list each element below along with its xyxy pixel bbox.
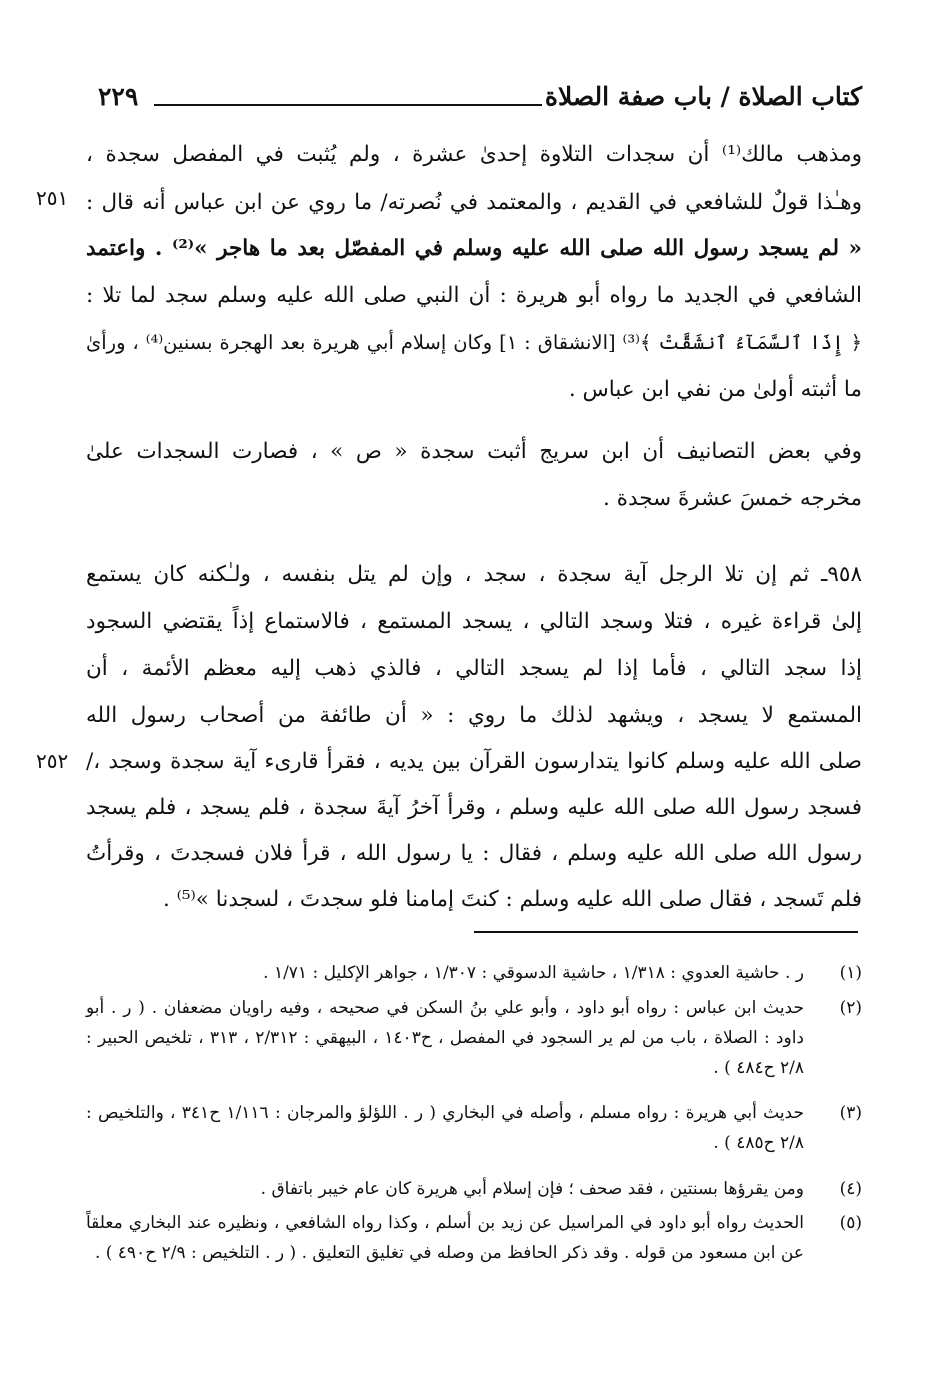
para3-line5: صلى الله عليه وسلم كانوا يتدارسون القرآن بين يديه ، فقرأ قارىء آية سجدة وسجد ،/ xyxy=(86,749,862,774)
para1-line3: « لم يسجد رسول الله صلى الله عليه وسلم في المفصّل بعد ما هاجر »⁽²⁾ . واعتمد xyxy=(86,236,862,261)
margin-number-251: ٢٥١ xyxy=(36,186,69,210)
para3-line1: ٩٥٨ـ ثم إن تلا الرجل آية سجدة ، سجد ، وإن لم يتل بنفسه ، ولـٰكنه كان يستمع xyxy=(86,562,862,587)
para3-line8: فلم تَسجد ، فقال صلى الله عليه وسلم : كنتَ إمامنا فلو سجدتَ ، لسجدنا »⁽⁵⁾ . xyxy=(162,887,862,912)
running-header-title: كتاب الصلاة / باب صفة الصلاة xyxy=(544,82,862,111)
footnote-separator xyxy=(474,931,858,933)
footnote-2 xyxy=(86,993,862,1083)
para1-line2: وهـٰذا قولٌ للشافعي في القديم ، والمعتمد في نُصرته/ ما روي عن ابن عباس أنه قال : xyxy=(86,190,862,215)
para3-line3: إذا سجد التالي ، فأما إذا لم يسجد التالي ، فالذي ذهب إليه معظم الأئمة ، أن xyxy=(86,656,862,681)
para1-line5: ﴿ إِذَا ٱلسَّمَآءُ ٱنشَقَّتْ ﴾⁽³⁾ [الانشقاق : ١] وكان إسلام أبي هريرة بعد الهجرة بسنين⁽⁴⁾ ، ورأىٰ xyxy=(86,331,862,354)
para1-line6: ما أثبته أولىٰ من نفي ابن عباس . xyxy=(568,377,862,402)
footnote-3 xyxy=(86,1098,862,1158)
footnote-number: (٥) xyxy=(839,1213,862,1233)
footnote-number: (٤) xyxy=(839,1179,862,1199)
footnote-1 xyxy=(86,958,862,988)
footnote-text: ر . حاشية العدوي : ١/٣١٨ ، حاشية الدسوقي : ١/٣٠٧ ، جواهر الإكليل : ١/٧١ . xyxy=(263,963,804,983)
para2-line2: مخرجه خمسَ عشرةَ سجدة . xyxy=(603,486,862,511)
footnote-number: (٣) xyxy=(839,1103,862,1123)
footnote-text: حديث أبي هريرة : رواه مسلم ، وأصله في البخاري ( ر . اللؤلؤ والمرجان : ١/١١٦ ح٣٤١ ، والتلخيص : ٢/٨ ح٤٨٥ ) . xyxy=(86,1103,804,1153)
para2-line1: وفي بعض التصانيف أن ابن سريج أثبت سجدة « ص » ، فصارت السجدات علىٰ xyxy=(86,439,862,464)
footnote-text: ومن يقرؤها بسنتين ، فقد صحف ؛ فإن إسلام أبي هريرة كان عام خيبر باتفاق . xyxy=(260,1179,804,1199)
para3-line6: فسجد رسول الله صلى الله عليه وسلم ، وقرأ آخرُ آيةَ سجدة ، فلم يسجد ، فلم يسجد xyxy=(86,795,862,820)
para3-line7: رسول الله صلى الله عليه وسلم ، فقال : يا رسول الله ، قرأ فلان فسجدتَ ، وقرأتُ xyxy=(86,841,862,866)
footnote-number: (١) xyxy=(839,963,862,983)
para3-line2: إلىٰ قراءة غيره ، فتلا وسجد التالي ، يسجد المستمع ، فالاستماع إذاً يقتضي السجود xyxy=(86,609,862,634)
para1-line4: الشافعي في الجديد ما رواه أبو هريرة : أن النبي صلى الله عليه وسلم سجد لما تلا : xyxy=(86,283,863,308)
margin-number-252: ٢٥٢ xyxy=(36,749,69,773)
footnote-text: حديث ابن عباس : رواه أبو داود ، وأبو علي بنُ السكن في صحيحه ، وفيه راويان مضعفان . ( ر . أبو داود : الصلاة ، باب من لم ير السجود في المفصل ، ح١٤٠٣ ، البيهقي : ٢/٣١٢ ، ٣١٣ ، تلخيص الحبير : ٢/٨ ح٤٨٤ ) . xyxy=(86,998,805,1078)
footnote-text: الحديث رواه أبو داود في المراسيل عن زيد بن أسلم ، وكذا رواه الشافعي ، ونظيره عند البخاري معلقاً عن ابن مسعود من قوله . وقد ذكر الحافظ من وصله في تغليق التعليق . ( ر . التلخيص : ٢/٩ ح٤٩٠ ) . xyxy=(86,1213,804,1263)
para1-line1: ومذهب مالك⁽¹⁾ أن سجدات التلاوة إحدىٰ عشرة ، ولم يُثبت في المفصل سجدة ، xyxy=(86,142,862,167)
header-rule xyxy=(154,104,542,106)
footnote-number: (٢) xyxy=(839,998,862,1018)
footnote-5 xyxy=(86,1208,862,1268)
para3-line4: المستمع لا يسجد ، ويشهد لذلك ما روي : « أن طائفة من أصحاب رسول الله xyxy=(86,703,862,728)
page-number: ٢٢٩ xyxy=(98,82,139,111)
footnote-4 xyxy=(86,1174,862,1204)
